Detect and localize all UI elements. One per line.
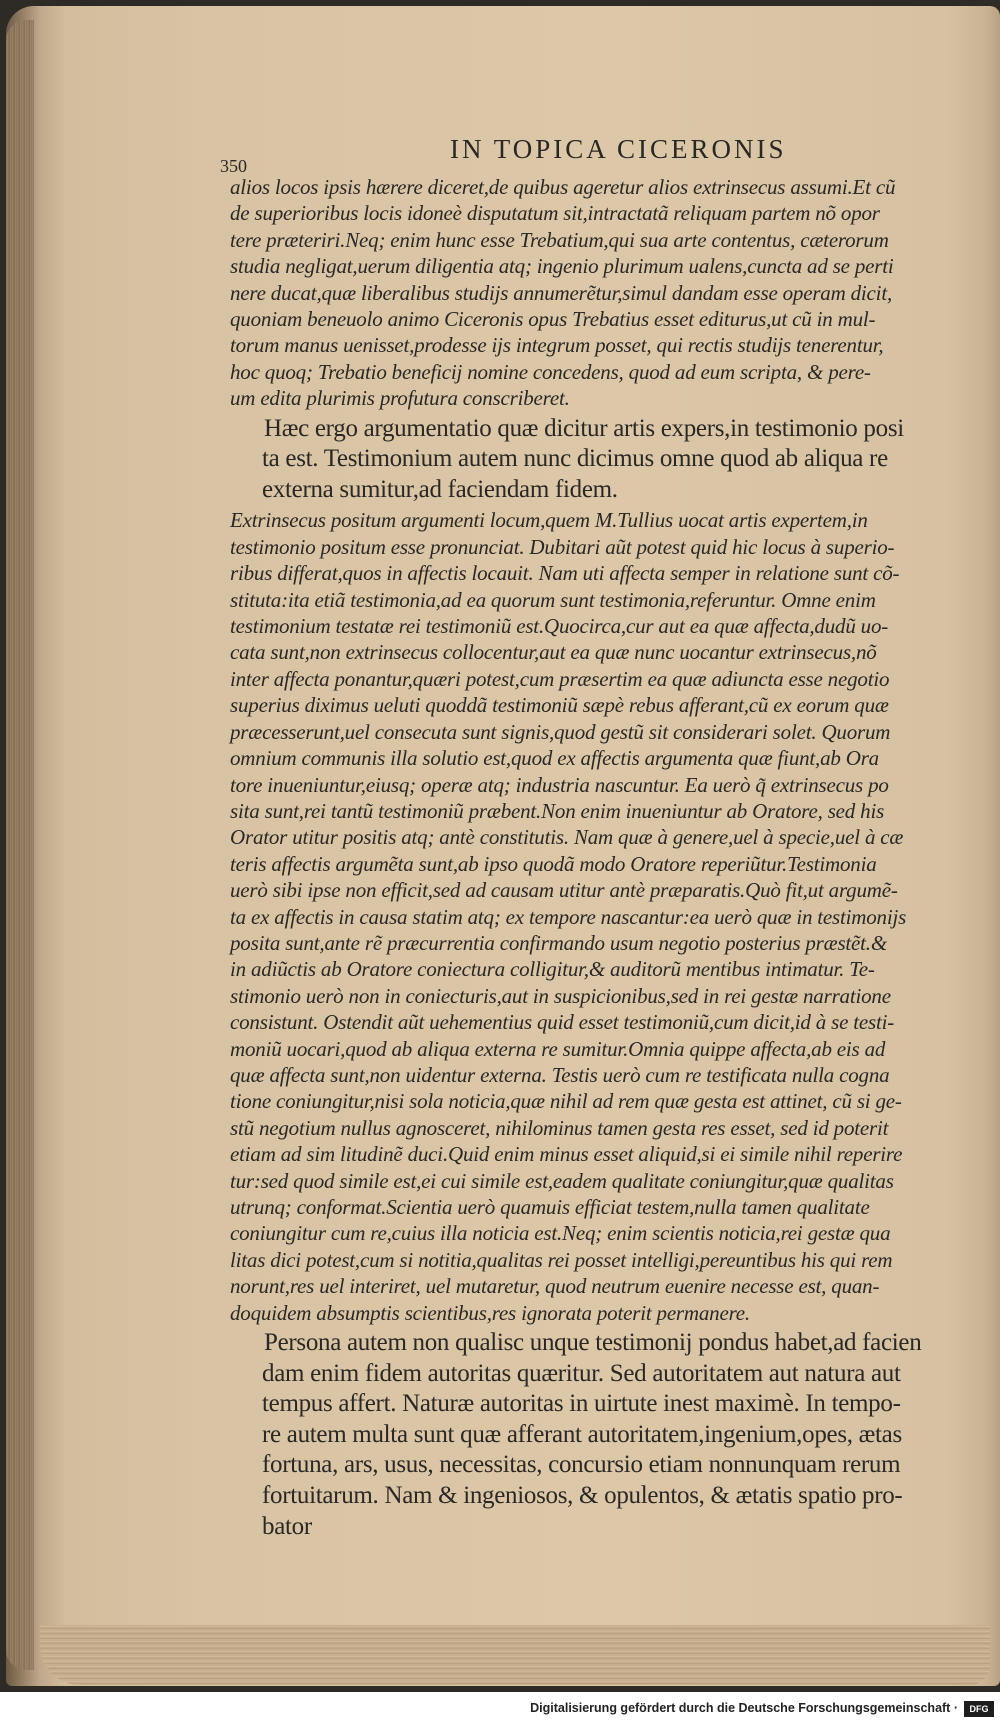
text-line: bator	[262, 1512, 312, 1540]
commentary-paragraph	[230, 507, 970, 1326]
text-line: torum manus uenisset,prodesse ijs integrum posset, qui rectis studijs tenerentur,	[230, 333, 884, 358]
text-line: fortuna, ars, usus, necessitas, concursio etiam nonnunquam rerum	[262, 1451, 901, 1479]
text-line: inter affecta ponantur,quæri potest,cum præsertim ea quæ adiuncta esse negotio	[230, 666, 890, 691]
lemma-paragraph	[230, 1328, 970, 1542]
text-line: Orator utitur positis atq; antè constitutis. Nam quæ à genere,uel à specie,uel à cæ	[230, 825, 904, 850]
text-line: stituta:ita etiã testimonia,ad ea quorum sunt testimonia,referuntur. Omne enim	[230, 587, 876, 612]
text-line: posita sunt,ante rẽ præcurrentia confirmando usum negotio posterius præstẽt.&	[230, 930, 887, 955]
text-line: tur:sed quod simile est,ei cui simile est,eadem qualitate coniungitur,quæ qualitas	[230, 1168, 894, 1193]
body-text	[230, 174, 970, 1544]
running-head-title: IN TOPICA CICERONIS	[450, 134, 787, 164]
folio-number: 350	[220, 156, 247, 176]
text-line: um edita plurimis profutura conscriberet.	[230, 386, 570, 411]
text-line: ribus differat,quos in affectis locauit. Nam uti affecta semper in relatione sunt cõ-	[230, 561, 900, 586]
text-line: stimonio uerò non in coniecturis,aut in suspicionibus,sed in rei gestæ narratione	[230, 983, 891, 1008]
text-line: norunt,res uel interiret, uel mutaretur, quod neutrum euenire necesse est, quan-	[230, 1274, 880, 1299]
text-line: tempus affert. Naturæ autoritas in uirtute inest maximè. In tempo-	[262, 1390, 901, 1418]
text-line: re autem multa sunt quæ afferant autoritatem,ingenium,opes, ætas	[262, 1420, 902, 1448]
text-line: studia negligat,uerum diligentia atq; ingenio plurimum ualens,cuncta ad se perti	[230, 254, 894, 279]
lemma-paragraph	[230, 414, 970, 506]
text-line: teris affectis argumẽta sunt,ab ipso quodã modo Oratore reperiũtur.Testimonia	[230, 851, 877, 876]
text-line: uerò sibi ipse non efficit,sed ad causam utitur antè præparatis.Quò fit,ut argumẽ-	[230, 878, 898, 903]
commentary-paragraph	[230, 174, 970, 412]
text-line: Hæc ergo argumentatio quæ dicitur artis expers,in testimonio posi	[264, 414, 904, 442]
text-line: doquidem absumptis scientibus,res ignorata poterit permanere.	[230, 1300, 750, 1325]
text-line: hoc quoq; Trebatio beneficij nomine concedens, quod ad eum scripta, & pere-	[230, 359, 871, 384]
running-head	[220, 134, 970, 176]
text-line: fortuitarum. Nam & ingeniosos, & opulentos, & ætatis spatio pro-	[262, 1482, 903, 1509]
spine-edge	[6, 20, 34, 1670]
dfg-logo: DFG	[964, 1701, 994, 1717]
text-line: quoniam beneuolo animo Ciceronis opus Trebatius esset editurus,ut cũ in mul-	[230, 307, 876, 332]
text-line: ta ex affectis in causa statim atq; ex tempore nascantur:ea uerò quæ in testimonijs	[230, 904, 907, 929]
text-line: tore inueniuntur,eiusq; operæ atq; industria nascuntur. Ea uerò q̃ extrinsecus po	[230, 772, 889, 797]
footer-credit: Digitalisierung gefördert durch die Deutsche Forschungsgemeinschaft ·	[530, 1701, 958, 1715]
text-line: dam enim fidem autoritas quæritur. Sed autoritatem aut natura aut	[262, 1359, 901, 1387]
text-line: ta est. Testimonium autem nunc dicimus omne quod ab aliqua re	[262, 445, 888, 473]
text-line: litas dici potest,cum si notitia,qualitas rei posset intelligi,pereuntibus his qui rem	[230, 1247, 893, 1272]
text-line: nere ducat,quæ liberalibus studijs annumerẽtur,simul dandam esse operam dicit,	[230, 280, 892, 305]
text-line: testimonium testatæ rei testimoniũ est.Quocirca,cur aut ea quæ affecta,dudũ uo-	[230, 614, 889, 639]
text-line: Extrinsecus positum argumenti locum,quem M.Tullius uocat artis expertem,in	[230, 508, 868, 533]
footer-bar	[0, 1692, 1000, 1730]
text-line: etiam ad sim litudinẽ duci.Quid enim minus esset aliquid,si ei simile nihil reperire	[230, 1142, 903, 1167]
text-line: stũ negotium nullus agnosceret, nihilominus tamen gesta res esset, sed id poterit	[230, 1115, 889, 1140]
text-line: moniũ uocari,quod ab aliqua externa re sumitur.Omnia quippe affecta,ab eis ad	[230, 1036, 886, 1061]
text-line: tione coniungitur,nisi sola noticia,quæ nihil ad rem quæ gesta est attinet, cũ si ge-	[230, 1089, 902, 1114]
text-line: coniungitur cum re,cuius illa noticia est.Neq; enim scientis noticia,rei gestæ qua	[230, 1221, 891, 1246]
text-line: superius diximus ueluti quoddã testimoniũ sæpè rebus afferant,cũ ex eorum quæ	[230, 693, 889, 718]
text-line: externa sumitur,ad faciendam fidem.	[262, 475, 618, 503]
text-line: tere præteriri.Neq; enim hunc esse Trebatium,qui sua arte contentus, cæterorum	[230, 227, 889, 252]
page-edges	[40, 1625, 990, 1685]
text-line: de superioribus locis idoneè disputatum sit,intractatã reliquam partem nõ opor	[230, 201, 880, 226]
text-line: præcesserunt,uel consecuta sunt signis,quod gestũ sit considerari solet. Quorum	[230, 719, 891, 744]
text-line: testimonio positum esse pronunciat. Dubitari aũt potest quid hic locus à superio-	[230, 534, 895, 559]
text-line: quæ affecta sunt,non uidentur externa. Testis uerò cum re testificata nulla cogna	[230, 1062, 890, 1087]
text-line: sita sunt,rei tantũ testimoniũ præbent.Non enim inueniuntur ab Oratore, sed his	[230, 798, 885, 823]
text-line: in adiũctis ab Oratore coniectura colligitur,& auditorũ mentibus intimatur. Te-	[230, 957, 875, 982]
text-line: utrunq; conformat.Scientia uerò quamuis efficiat testem,nulla tamen qualitate	[230, 1195, 870, 1219]
text-line: Persona autem non qualisc unque testimonij pondus habet,ad facien	[264, 1329, 922, 1357]
text-line: alios locos ipsis hærere diceret,de quibus ageretur alios extrinsecus assumi.Et cũ	[230, 175, 896, 199]
text-line: consistunt. Ostendit aũt uehementius quid esset testimoniũ,cum dicit,id à se testi-	[230, 1010, 895, 1035]
text-line: omnium communis illa solutio est,quod ex affectis argumenta quæ fiunt,ab Ora	[230, 746, 879, 771]
text-line: cata sunt,non extrinsecus collocentur,aut ea quæ nunc uocantur extrinsecus,nõ	[230, 640, 877, 665]
